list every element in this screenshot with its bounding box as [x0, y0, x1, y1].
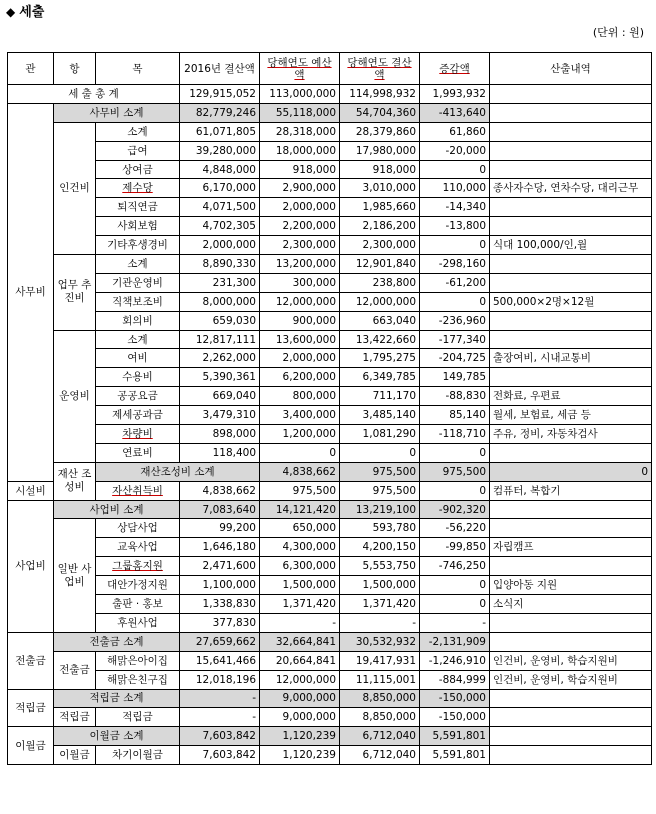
cell-budget: 2,000,000 [260, 198, 340, 217]
cell-diff: -13,800 [420, 217, 490, 236]
cell-settle: 975,500 [420, 462, 490, 481]
table-row [8, 708, 652, 727]
cell-note [490, 368, 652, 387]
cell-budget: 975,500 [260, 481, 340, 500]
subtotal-label: 전출금 소계 [54, 632, 180, 651]
cell-settle: 6,712,040 [340, 746, 420, 765]
cell-settle: 5,553,750 [340, 557, 420, 576]
hang-carryover: 이월금 [54, 746, 96, 765]
cell-settle: 593,780 [340, 519, 420, 538]
total-settle: 114,998,932 [340, 85, 420, 104]
cell-mok: 해맑은아이집 [96, 651, 180, 670]
cell-budget: 975,500 [340, 462, 420, 481]
cell-2016: 1,338,830 [180, 595, 260, 614]
cell-2016: - [180, 689, 260, 708]
cell-2016: 4,848,000 [180, 160, 260, 179]
cell-2016: 2,000,000 [180, 236, 260, 255]
cell-settle: 12,000,000 [340, 292, 420, 311]
cell-settle: 1,081,290 [340, 425, 420, 444]
gwan-carryover: 이월금 [8, 727, 54, 765]
cell-mok: 해맑은친구집 [96, 670, 180, 689]
table-row [8, 179, 652, 198]
gwan-reserve: 적립금 [8, 689, 54, 727]
cell-mok: 기관운영비 [96, 273, 180, 292]
cell-note [490, 311, 652, 330]
table-row [8, 613, 652, 632]
header-diff: 증감액 [420, 53, 490, 85]
cell-diff: -902,320 [420, 500, 490, 519]
cell-2016: 12,817,111 [180, 330, 260, 349]
cell-mok: 대안가정지원 [96, 576, 180, 595]
cell-settle: - [340, 613, 420, 632]
total-2016: 129,915,052 [180, 85, 260, 104]
cell-settle: 1,500,000 [340, 576, 420, 595]
cell-settle: 4,200,150 [340, 538, 420, 557]
cell-settle: 3,485,140 [340, 406, 420, 425]
table-row [8, 292, 652, 311]
cell-diff: 85,140 [420, 406, 490, 425]
cell-budget: 12,000,000 [260, 670, 340, 689]
cell-note [490, 613, 652, 632]
cell-2016: 8,890,330 [180, 255, 260, 274]
cell-note: 월세, 보험료, 세금 등 [490, 406, 652, 425]
cell-note [490, 160, 652, 179]
table-row [8, 481, 652, 500]
subtotal-row [8, 103, 652, 122]
cell-note: 식대 100,000/인,월 [490, 236, 652, 255]
cell-2016: 7,603,842 [180, 727, 260, 746]
cell-note [490, 273, 652, 292]
cell-diff: 5,591,801 [420, 727, 490, 746]
cell-diff: 149,785 [420, 368, 490, 387]
cell-mok: 사회보험 [96, 217, 180, 236]
cell-budget: 13,200,000 [260, 255, 340, 274]
table-row [8, 746, 652, 765]
cell-2016: 4,838,662 [180, 481, 260, 500]
table-row [8, 576, 652, 595]
cell-budget: 900,000 [260, 311, 340, 330]
cell-2016: 99,200 [180, 519, 260, 538]
cell-note: 전화료, 우편료 [490, 387, 652, 406]
cell-budget: 13,600,000 [260, 330, 340, 349]
header-gwan: 관 [8, 53, 54, 85]
cell-diff: - [420, 613, 490, 632]
cell-mok: 공공요금 [96, 387, 180, 406]
cell-budget: 14,121,420 [260, 500, 340, 519]
cell-mok: 상여금 [96, 160, 180, 179]
cell-budget: 2,200,000 [260, 217, 340, 236]
cell-budget: 918,000 [260, 160, 340, 179]
cell-2016: 2,262,000 [180, 349, 260, 368]
cell-budget: 3,400,000 [260, 406, 340, 425]
cell-mok: 연료비 [96, 443, 180, 462]
cell-diff: -150,000 [420, 689, 490, 708]
cell-mok: 직책보조비 [96, 292, 180, 311]
cell-diff: 61,860 [420, 122, 490, 141]
cell-budget: 0 [260, 443, 340, 462]
cell-settle: 2,300,000 [340, 236, 420, 255]
cell-2016: 4,838,662 [260, 462, 340, 481]
cell-mok: 제수당 [96, 179, 180, 198]
cell-2016: 6,170,000 [180, 179, 260, 198]
hang-personnel: 인건비 [54, 122, 96, 254]
cell-settle: 663,040 [340, 311, 420, 330]
cell-settle: 30,532,932 [340, 632, 420, 651]
cell-2016: 8,000,000 [180, 292, 260, 311]
cell-note [490, 103, 652, 122]
cell-budget: 650,000 [260, 519, 340, 538]
header-2016: 2016년 결산액 [180, 53, 260, 85]
cell-diff: 0 [420, 236, 490, 255]
cell-2016: 7,603,842 [180, 746, 260, 765]
hang-business-promo: 업무 추진비 [54, 255, 96, 331]
cell-note [490, 708, 652, 727]
cell-budget: 18,000,000 [260, 141, 340, 160]
table-row [8, 651, 652, 670]
cell-note [490, 198, 652, 217]
header-hang: 항 [54, 53, 96, 85]
cell-2016: 3,479,310 [180, 406, 260, 425]
table-row [8, 311, 652, 330]
cell-note: 주유, 정비, 자동차검사 [490, 425, 652, 444]
cell-note [490, 141, 652, 160]
cell-note: 컴퓨터, 복합기 [490, 481, 652, 500]
cell-2016: 39,280,000 [180, 141, 260, 160]
header-note: 산출내역 [490, 53, 652, 85]
cell-budget: 1,120,239 [260, 746, 340, 765]
gwan-transfer: 전출금 [8, 632, 54, 689]
cell-diff: 0 [420, 443, 490, 462]
cell-budget: 2,000,000 [260, 349, 340, 368]
cell-note [490, 443, 652, 462]
total-label: 세 출 총 계 [8, 85, 180, 104]
cell-settle: 13,219,100 [340, 500, 420, 519]
cell-settle: 1,795,275 [340, 349, 420, 368]
hang-facility: 시설비 [8, 481, 54, 500]
cell-note: 자립캠프 [490, 538, 652, 557]
cell-mok: 후원사업 [96, 613, 180, 632]
cell-mok: 급여 [96, 141, 180, 160]
cell-note: 500,000×2명×12월 [490, 292, 652, 311]
unit-label: (단위 : 원) [592, 26, 644, 39]
subtotal-label: 재산조성비 소계 [96, 462, 260, 481]
cell-note [490, 330, 652, 349]
hang-operating: 운영비 [54, 330, 96, 462]
cell-mok: 회의비 [96, 311, 180, 330]
header-settle: 당해연도 결산액 [340, 53, 420, 85]
cell-settle: 8,850,000 [340, 708, 420, 727]
cell-settle: 6,349,785 [340, 368, 420, 387]
cell-budget: - [260, 613, 340, 632]
cell-diff: -884,999 [420, 670, 490, 689]
cell-budget: 300,000 [260, 273, 340, 292]
cell-diff: -88,830 [420, 387, 490, 406]
table-row [8, 141, 652, 160]
gwan-project: 사업비 [8, 500, 54, 632]
cell-2016: 82,779,246 [180, 103, 260, 122]
cell-settle: 8,850,000 [340, 689, 420, 708]
cell-note: 입양아동 지원 [490, 576, 652, 595]
cell-settle: 11,115,001 [340, 670, 420, 689]
cell-note: 출장여비, 시내교통비 [490, 349, 652, 368]
table-row [8, 387, 652, 406]
cell-note [490, 746, 652, 765]
cell-diff: -61,200 [420, 273, 490, 292]
cell-budget: 9,000,000 [260, 689, 340, 708]
table-row [8, 198, 652, 217]
cell-2016: 377,830 [180, 613, 260, 632]
cell-mok: 차량비 [96, 425, 180, 444]
cell-budget: 1,200,000 [260, 425, 340, 444]
cell-mok: 소계 [96, 255, 180, 274]
cell-diff: -56,220 [420, 519, 490, 538]
cell-2016: 659,030 [180, 311, 260, 330]
cell-diff: 0 [420, 160, 490, 179]
cell-budget: 6,200,000 [260, 368, 340, 387]
cell-diff: -2,131,909 [420, 632, 490, 651]
cell-diff: -99,850 [420, 538, 490, 557]
cell-diff: -20,000 [420, 141, 490, 160]
cell-mok: 교육사업 [96, 538, 180, 557]
table-row [8, 670, 652, 689]
cell-settle: 0 [340, 443, 420, 462]
table-row [8, 595, 652, 614]
cell-2016: 7,083,640 [180, 500, 260, 519]
cell-2016: 118,400 [180, 443, 260, 462]
cell-diff: -118,710 [420, 425, 490, 444]
cell-settle: 17,980,000 [340, 141, 420, 160]
table-row [8, 557, 652, 576]
subtotal-row [8, 632, 652, 651]
cell-2016: 1,646,180 [180, 538, 260, 557]
cell-note [490, 557, 652, 576]
cell-diff: 0 [420, 481, 490, 500]
cell-mok: 여비 [96, 349, 180, 368]
cell-diff: 0 [420, 595, 490, 614]
cell-mok: 기타후생경비 [96, 236, 180, 255]
cell-settle: 19,417,931 [340, 651, 420, 670]
hang-transfer: 전출금 [54, 651, 96, 689]
total-row [8, 85, 652, 104]
cell-note [490, 500, 652, 519]
cell-diff: 0 [420, 292, 490, 311]
table-row [8, 519, 652, 538]
cell-budget: 4,300,000 [260, 538, 340, 557]
cell-mok: 상담사업 [96, 519, 180, 538]
subtotal-row [8, 462, 652, 481]
cell-settle: 3,010,000 [340, 179, 420, 198]
cell-budget: 2,900,000 [260, 179, 340, 198]
cell-mok: 수용비 [96, 368, 180, 387]
table-row [8, 273, 652, 292]
cell-diff: -298,160 [420, 255, 490, 274]
cell-mok: 출판 · 홍보 [96, 595, 180, 614]
table-row [8, 406, 652, 425]
cell-diff: 5,591,801 [420, 746, 490, 765]
page-title [6, 1, 44, 20]
cell-settle: 1,985,660 [340, 198, 420, 217]
cell-diff: -204,725 [420, 349, 490, 368]
cell-mok: 소계 [96, 330, 180, 349]
cell-settle: 28,379,860 [340, 122, 420, 141]
table-row [8, 236, 652, 255]
cell-budget: 12,000,000 [260, 292, 340, 311]
cell-settle: 975,500 [340, 481, 420, 500]
header-budget: 당해연도 예산액 [260, 53, 340, 85]
subtotal-row [8, 727, 652, 746]
table-row [8, 217, 652, 236]
cell-2016: 669,040 [180, 387, 260, 406]
cell-budget: 20,664,841 [260, 651, 340, 670]
subtotal-row [8, 689, 652, 708]
page-title-text: 세출 [19, 5, 45, 20]
cell-settle: 2,186,200 [340, 217, 420, 236]
cell-note [490, 632, 652, 651]
cell-2016: 61,071,805 [180, 122, 260, 141]
total-budget: 113,000,000 [260, 85, 340, 104]
diamond-bullet-icon: ◆ [6, 5, 16, 19]
cell-diff: -1,246,910 [420, 651, 490, 670]
table-row [8, 255, 652, 274]
table-row [8, 160, 652, 179]
cell-mok: 차기이월금 [96, 746, 180, 765]
cell-settle: 711,170 [340, 387, 420, 406]
cell-2016: - [180, 708, 260, 727]
cell-2016: 898,000 [180, 425, 260, 444]
cell-note [490, 255, 652, 274]
cell-diff: -746,250 [420, 557, 490, 576]
cell-note [490, 217, 652, 236]
cell-diff: -14,340 [420, 198, 490, 217]
header-row [8, 53, 652, 85]
gwan-office: 사무비 [8, 103, 54, 481]
cell-settle: 1,371,420 [340, 595, 420, 614]
cell-2016: 4,702,305 [180, 217, 260, 236]
cell-note [490, 689, 652, 708]
cell-diff: -413,640 [420, 103, 490, 122]
cell-diff: -236,960 [420, 311, 490, 330]
cell-settle: 238,800 [340, 273, 420, 292]
cell-2016: 5,390,361 [180, 368, 260, 387]
table-row [8, 349, 652, 368]
cell-2016: 15,641,466 [180, 651, 260, 670]
cell-note: 소식지 [490, 595, 652, 614]
table-row [8, 368, 652, 387]
cell-budget: 9,000,000 [260, 708, 340, 727]
total-note [490, 85, 652, 104]
cell-note [490, 519, 652, 538]
gwan-property: 재산 조성비 [54, 462, 96, 500]
cell-mok: 소계 [96, 122, 180, 141]
cell-diff: 0 [490, 462, 652, 481]
cell-mok: 적립금 [96, 708, 180, 727]
cell-note: 인건비, 운영비, 학습지원비 [490, 651, 652, 670]
cell-2016: 2,471,600 [180, 557, 260, 576]
table-row [8, 122, 652, 141]
subtotal-label: 사무비 소계 [54, 103, 180, 122]
cell-settle: 12,901,840 [340, 255, 420, 274]
expenditure-table [7, 52, 652, 765]
cell-2016: 27,659,662 [180, 632, 260, 651]
cell-budget: 55,118,000 [260, 103, 340, 122]
hang-general-project: 일반 사업비 [54, 519, 96, 632]
cell-note: 종사자수당, 연차수당, 대리근무 [490, 179, 652, 198]
table-row [8, 443, 652, 462]
table-row [8, 538, 652, 557]
cell-mok: 제세공과금 [96, 406, 180, 425]
cell-budget: 1,371,420 [260, 595, 340, 614]
cell-settle: 54,704,360 [340, 103, 420, 122]
table-row [8, 330, 652, 349]
cell-2016: 1,100,000 [180, 576, 260, 595]
subtotal-label: 사업비 소계 [54, 500, 180, 519]
cell-budget: 28,318,000 [260, 122, 340, 141]
cell-mok: 그룹홈지원 [96, 557, 180, 576]
cell-settle: 918,000 [340, 160, 420, 179]
subtotal-row [8, 500, 652, 519]
cell-2016: 231,300 [180, 273, 260, 292]
cell-mok: 자산취득비 [96, 481, 180, 500]
cell-note: 인건비, 운영비, 학습지원비 [490, 670, 652, 689]
cell-note [490, 122, 652, 141]
cell-diff: -177,340 [420, 330, 490, 349]
subtotal-label: 적립금 소계 [54, 689, 180, 708]
cell-diff: 0 [420, 576, 490, 595]
cell-budget: 2,300,000 [260, 236, 340, 255]
cell-budget: 800,000 [260, 387, 340, 406]
cell-diff: 110,000 [420, 179, 490, 198]
cell-budget: 6,300,000 [260, 557, 340, 576]
cell-2016: 4,071,500 [180, 198, 260, 217]
cell-budget: 1,500,000 [260, 576, 340, 595]
cell-settle: 6,712,040 [340, 727, 420, 746]
cell-settle: 13,422,660 [340, 330, 420, 349]
hang-reserve: 적립금 [54, 708, 96, 727]
cell-diff: -150,000 [420, 708, 490, 727]
cell-budget: 32,664,841 [260, 632, 340, 651]
header-mok: 목 [96, 53, 180, 85]
cell-budget: 1,120,239 [260, 727, 340, 746]
subtotal-label: 이월금 소계 [54, 727, 180, 746]
cell-mok: 퇴직연금 [96, 198, 180, 217]
table-row [8, 425, 652, 444]
total-diff: 1,993,932 [420, 85, 490, 104]
cell-note [490, 727, 652, 746]
cell-2016: 12,018,196 [180, 670, 260, 689]
